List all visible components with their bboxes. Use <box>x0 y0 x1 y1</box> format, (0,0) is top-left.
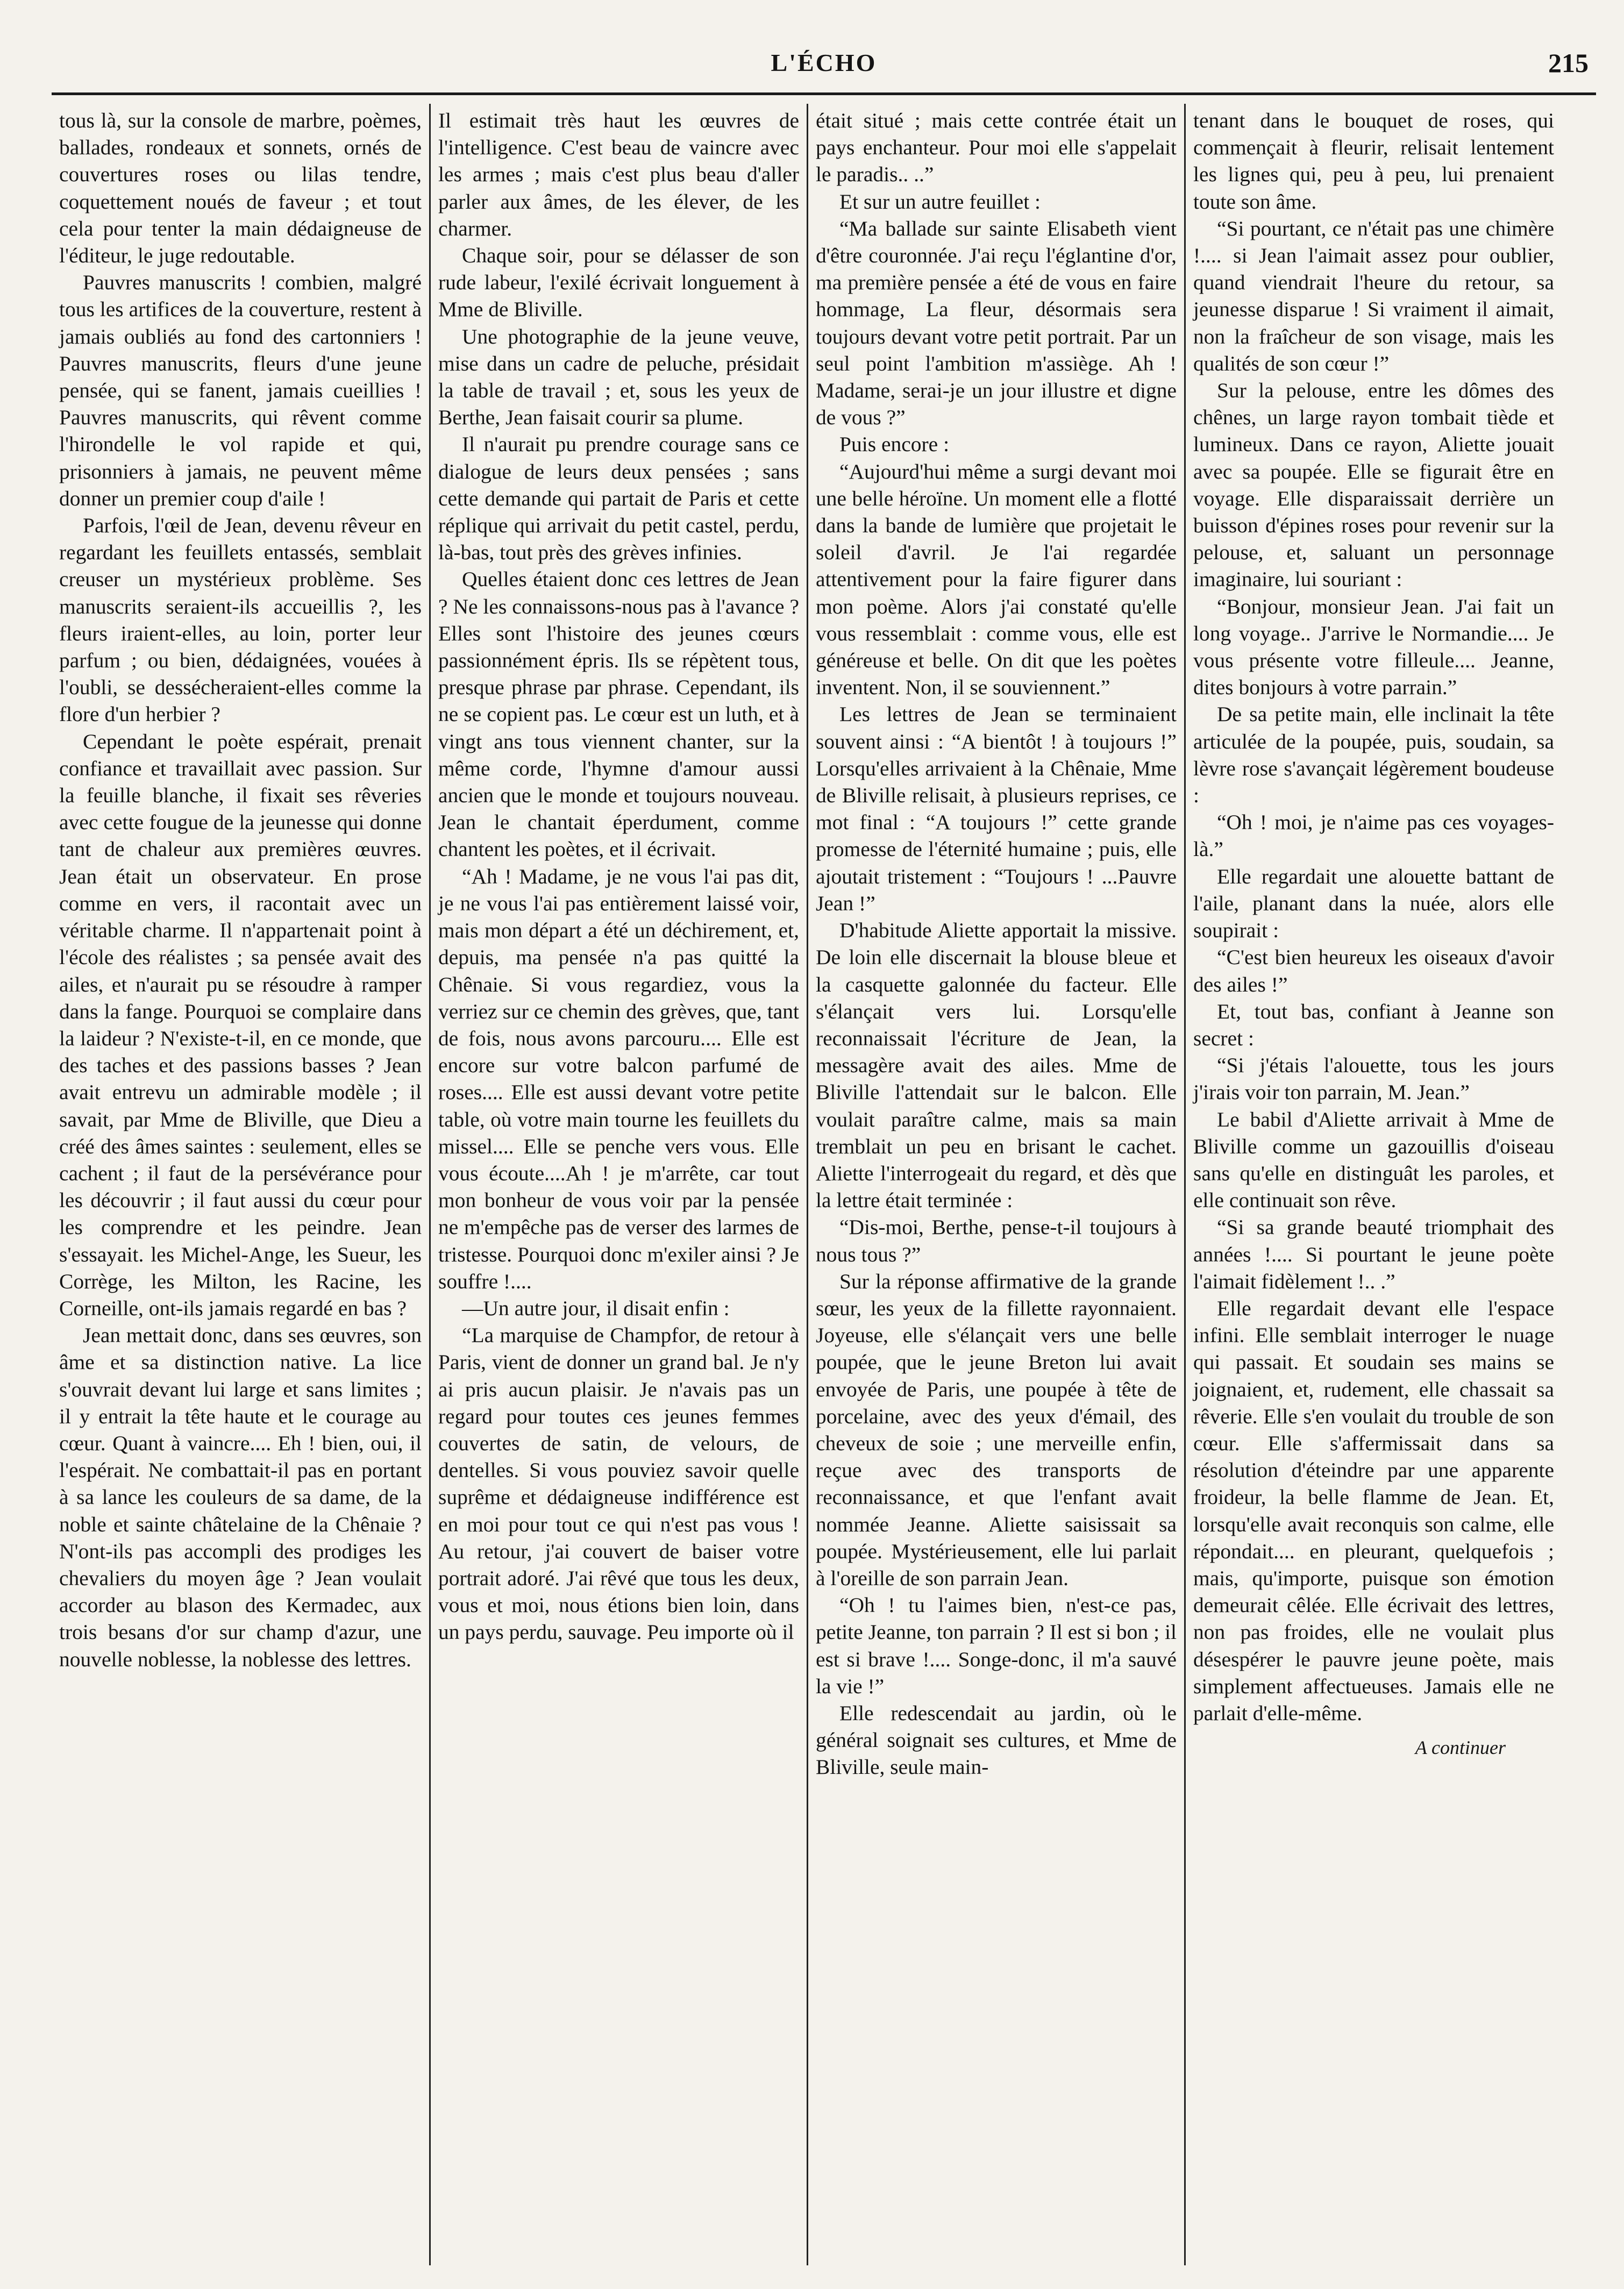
paragraph: Parfois, l'œil de Jean, devenu rêveur en regardant les feuillets entassés, semblait creuser un mystérieux problème. Ses manuscrits seraient-ils accueillis ?, les fleurs iraient-elles, au loin, porter leur parfum ; ou bien, dédaignées, vouées à l'oubli, se dessécheraient-elles comme la flore d'un herbier ? <box>59 514 422 726</box>
paragraph: “Si j'étais l'alouette, tous les jours j'irais voir ton parrain, M. Jean.” <box>1193 1053 1554 1104</box>
paragraph: Cependant le poète espérait, prenait confiance et travaillait avec passion. Sur la feuille blanche, il fixait ses rêveries avec cette fougue de la jeunesse qui donne tant de chaleur aux premières œuvres. Jean était un observateur. En prose comme en vers, il racontait avec un véritable charme. Il n'appartenait point à l'école des réalistes ; sa pensée avait des ailes, et n'aurait pu se résoudre à ramper dans la fange. Pourquoi se complaire dans la laideur ? N'existe-t-il, en ce monde, que des taches et des passions basses ? Jean avait entrevu un admirable modèle ; il savait, par Mme de Bliville, que Dieu a créé des âmes saintes : seulement, elles se cachent ; il faut de la persévérance pour les découvrir ; il faut aussi du cœur pour les comprendre et les peindre. Jean s'essayait. les Michel-Ange, les Sueur, les Corrège, les Milton, les Racine, les Corneille, ont-ils jamais regardé en bas ? <box>59 729 422 1320</box>
page-header <box>52 47 1596 92</box>
paragraph: Pauvres manuscrits ! combien, malgré tous les artifices de la couverture, restent à jamais oubliés au fond des cartonniers ! Pauvres manuscrits, fleurs d'une jeune pensée, qui se fanent, jamais cueillies ! Pauvres manuscrits, qui rêvent comme l'hirondelle le vol rapide et qui, prisonniers à jamais, ne peuvent même donner un premier coup d'aile ! <box>59 270 422 510</box>
text-columns <box>52 104 1596 2265</box>
journal-title: L'ÉCHO <box>771 49 877 76</box>
paragraph: “Bonjour, monsieur Jean. J'ai fait un long voyage.. J'arrive le Normandie.... Je vous présente votre filleule.... Jeanne, dites bonjours à votre parrain.” <box>1193 594 1554 700</box>
paragraph: Il estimait très haut les œuvres de l'intelligence. C'est beau de vaincre avec les armes ; mais c'est plus beau d'aller parler aux âmes, de les élever, de les charmer. <box>438 109 799 240</box>
paragraph: Jean mettait donc, dans ses œuvres, son âme et sa distinction native. La lice s'ouvrait devant lui large et sans limites ; il y entrait la tête haute et le courage au cœur. Quant à vaincre.... Eh ! bien, oui, il l'espérait. Ne combattait-il pas en portant à sa lance les couleurs de sa dame, de la noble et sainte châtelaine de la Chênaie ? N'ont-ils pas accompli des prodiges les chevaliers du moyen âge ? Jean voulait accorder au blason des Kermadec, aux trois besans d'or sur champ d'azur, une nouvelle noblesse, la noblesse des lettres. <box>59 1323 422 1671</box>
paragraph: Sur la pelouse, entre les dômes des chênes, un large rayon tombait tiède et lumineux. Dans ce rayon, Aliette jouait avec sa poupée. Elle se figurait être en voyage. Elle disparaissait derrière un buisson d'épines roses pour revenir sur la pelouse, et, saluant un personnage imaginaire, lui souriant : <box>1193 379 1554 591</box>
to-be-continued: A continuer <box>1415 1737 1506 1759</box>
paragraph: “La marquise de Champfor, de retour à Paris, vient de donner un grand bal. Je n'y ai pris aucun plaisir. Je n'avais pas un regard pour toutes ces jeunes femmes couvertes de satin, de velours, de dentelles. Si vous pouviez savoir quelle suprême et dédaigneuse indifférence est en moi pour tout ce qui n'est pas vous ! Au retour, j'ai couvert de baiser votre portrait adoré. J'ai rêvé que tous les deux, vous et moi, nous étions bien loin, dans un pays perdu, sauvage. Peu importe où il <box>438 1323 799 1644</box>
paragraph: Chaque soir, pour se délasser de son rude labeur, l'exilé écrivait longuement à Mme de Bliville. <box>438 244 799 322</box>
paragraph: Le babil d'Aliette arrivait à Mme de Bliville comme un gazouillis d'oiseau sans qu'elle en distinguât les paroles, et elle continuait son rêve. <box>1193 1107 1554 1213</box>
paragraph: Elle redescendait au jardin, où le général soignait ses cultures, et Mme de Bliville, seule main- <box>816 1701 1177 1779</box>
paragraph: “Oh ! tu l'aimes bien, n'est-ce pas, petite Jeanne, ton parrain ? Il est si bon ; il est si brave !.... Songe-donc, il m'a sauvé la vie !” <box>816 1593 1177 1698</box>
paragraph: Sur la réponse affirmative de la grande sœur, les yeux de la fillette rayonnaient. Joyeuse, elle s'élançait vers une belle poupée, que le jeune Breton lui avait envoyée de Paris, une poupée à tête de porcelaine, avec des yeux d'émail, des cheveux de soie ; une merveille enfin, reçue avec des transports de reconnaissance, et que l'enfant avait nommée Jeanne. Aliette saisissait sa poupée. Mystérieusement, elle lui parlait à l'oreille de son parrain Jean. <box>816 1269 1177 1590</box>
column-2 <box>429 104 807 2265</box>
paragraph: Et, tout bas, confiant à Jeanne son secret : <box>1193 999 1554 1050</box>
column-3 <box>807 104 1184 2265</box>
paragraph: D'habitude Aliette apportait la missive. De loin elle discernait la blouse bleue et la casquette galonnée du facteur. Elle s'élançait vers lui. Lorsqu'elle reconnaissait l'écriture de Jean, la messagère avait des ailes. Mme de Bliville l'attendait sur le balcon. Elle voulait paraître calme, mais sa main tremblait un peu en brisant le cachet. Aliette l'interrogeait du regard, et dès que la lettre était terminée : <box>816 918 1177 1213</box>
paragraph: Et sur un autre feuillet : <box>839 189 1041 213</box>
column-4 <box>1184 104 1562 2265</box>
paragraph: “Si sa grande beauté triomphait des années !.... Si pourtant le jeune poète l'aimait fidèlement !.. .” <box>1193 1215 1554 1293</box>
paragraph: “C'est bien heureux les oiseaux d'avoir des ailes !” <box>1193 945 1554 996</box>
paragraph: Puis encore : <box>839 432 950 457</box>
paragraph: De sa petite main, elle inclinait la tête articulée de la poupée, puis, soudain, sa lèvre rose s'avançait légèrement boudeuse : <box>1193 702 1554 808</box>
paragraph: Les lettres de Jean se terminaient souvent ainsi : “A bientôt ! à toujours !” Lorsqu'elles arrivaient à la Chênaie, Mme de Bliville relisait, à plusieurs reprises, ce mot final : “A toujours !” cette grande promesse de l'éternité humaine ; puis, elle ajoutait tristement : “Toujours ! ...Pauvre Jean !” <box>816 702 1177 915</box>
paragraph: Elle regardait devant elle l'espace infini. Elle semblait interroger le nuage qui passait. Et soudain ses mains se joignaient, et, rudement, elle chassait sa rêverie. Elle s'en voulait du trouble de son cœur. Elle s'affermissait dans sa résolution d'éteindre par une apparente froideur, la belle flamme de Jean. Et, lorsqu'elle avait reconquis son calme, elle répondait.... en pleurant, quelquefois ; mais, qu'importe, puisque son émotion demeurait cêlée. Elle écrivait des lettres, non pas froides, elle ne voulait plus désespérer le pauvre jeune poète, mais simplement affectueuses. Jamais elle ne parlait d'elle-même. <box>1193 1296 1554 1725</box>
paragraph: Une photographie de la jeune veuve, mise dans un cadre de peluche, présidait la table de travail ; et, sous les yeux de Berthe, Jean faisait courir sa plume. <box>438 324 799 430</box>
column-1 <box>52 104 429 2265</box>
paragraph: Quelles étaient donc ces lettres de Jean ? Ne les connaissons-nous pas à l'avance ? Elles sont l'histoire des jeunes cœurs passionnément épris. Ils se répètent tous, presque phrase par phrase. Cependant, ils ne se copient pas. Le cœur est un luth, et à vingt ans tous viennent chanter, sur la même corde, l'hymne d'amour aussi ancien que le monde et toujours nouveau. Jean le chantait éperdument, comme chantent les poètes, et il écrivait. <box>438 567 799 861</box>
paragraph: était situé ; mais cette contrée était un pays enchanteur. Pour moi elle s'appelait le paradis.. ..” <box>816 109 1177 187</box>
paragraph: —Un autre jour, il disait enfin : <box>462 1296 730 1320</box>
header-rule <box>52 92 1596 95</box>
paragraph: “Oh ! moi, je n'aime pas ces voyages-là.” <box>1193 810 1554 861</box>
paragraph: “Dis-moi, Berthe, pense-t-il toujours à nous tous ?” <box>816 1215 1177 1266</box>
paragraph: tenant dans le bouquet de roses, qui commençait à fleurir, relisait lentement les lignes qui, peu à peu, lui prenaient toute son âme. <box>1193 109 1554 213</box>
paragraph: Il n'aurait pu prendre courage sans ce dialogue de leurs deux pensées ; sans cette demande qui partait de Paris et cette réplique qui arrivait du petit castel, perdu, là-bas, tout près des grèves infinies. <box>438 432 799 565</box>
paragraph: “Ah ! Madame, je ne vous l'ai pas dit, je ne vous l'ai pas entièrement laissé voir, mais mon départ a été un déchirement, et, depuis, ma pensée n'a pas quitté la Chênaie. Si vous regardiez, vous la verriez sur ce chemin des grèves, que, tant de fois, nous avons parcouru.... Elle est encore sur votre balcon parfumé de roses.... Elle est aussi devant votre petite table, où votre main tourne les feuillets du missel.... Elle se penche vers vous. Elle vous écoute....Ah ! je m'arrête, car tout mon bonheur de vous voir par la pensée ne m'empêche pas de verser des larmes de tristesse. Pourquoi donc m'exiler ainsi ? Je souffre !.... <box>438 864 799 1293</box>
paragraph: “Si pourtant, ce n'était pas une chimère !.... si Jean l'aimait assez pour oublier, quand viendrait l'heure du retour, sa jeunesse disparue ! Si vraiment il aimait, non la fraîcheur de son visage, mais les qualités de son cœur !” <box>1193 216 1554 375</box>
paragraph: Elle regardait une alouette battant de l'aile, planant dans la nuée, alors elle soupirait : <box>1193 864 1554 943</box>
paragraph: tous là, sur la console de marbre, poèmes, ballades, rondeaux et sonnets, ornés de couvertures roses ou lilas tendre, coquettement noués de faveur ; et tout cela pour tenter la main dédaigneuse de l'éditeur, le juge redoutable. <box>59 109 422 268</box>
paragraph: “Ma ballade sur sainte Elisabeth vient d'être couronnée. J'ai reçu l'églantine d'or, ma première pensée a été de vous en faire hommage, La fleur, désormais sera toujours devant votre petit portrait. Par un seul point l'ambition m'assiège. Ah ! Madame, serai-je un jour illustre et digne de vous ?” <box>816 216 1177 430</box>
paragraph: “Aujourd'hui même a surgi devant moi une belle héroïne. Un moment elle a flotté dans la bande de lumière que projetait le soleil d'avril. Je l'ai regardée attentivement pour la faire figurer dans mon poème. Alors j'ai constaté qu'elle vous ressemblait : comme vous, elle est généreuse et belle. On dit que les poètes inventent. Non, il se souviennent.” <box>816 459 1177 700</box>
page-number: 215 <box>1548 48 1589 78</box>
